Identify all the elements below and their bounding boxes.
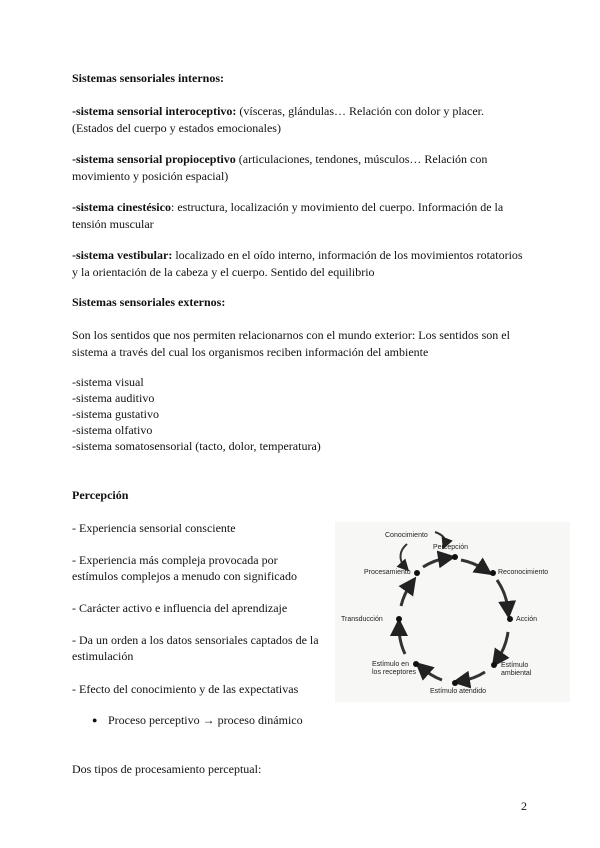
list-item: -sistema gustativo [72,407,159,421]
term: -sistema cinestésico [72,200,171,214]
text: y la orientación de la cabeza y el cuerpo. Sentido del equilibrio [72,265,375,279]
text: (vísceras, glándulas… Relación con dolor y placer. [236,104,485,118]
perception-cycle-diagram [335,522,570,702]
heading-internal: Sistemas sensoriales internos: [72,71,224,85]
perception-item: estimulación [72,649,134,663]
text: tensión muscular [72,217,154,231]
closing-text: Dos tipos de procesamiento perceptual: [72,762,262,776]
label-procesamiento: Procesamiento [364,569,411,576]
external-intro: Son los sentidos que nos permiten relacionarnos con el mundo exterior: Los sentidos son el [72,328,510,342]
heading-external: Sistemas sensoriales externos: [72,295,226,309]
external-intro: sistema a través del cual los organismos reciben información del ambiente [72,345,429,359]
text: movimiento y posición espacial) [72,169,229,183]
page-number: 2 [521,799,527,813]
label-receptores: Estímulo en los receptores [372,661,416,676]
list-item: -sistema somatosensorial (tacto, dolor, temperatura) [72,439,321,453]
perception-item: - Efecto del conocimiento y de las expectativas [72,682,299,696]
cycle-arrows [399,532,508,681]
label-ambiental: Estímulo ambiental [501,662,532,677]
label-transduccion: Transducción [341,616,383,623]
label-reconocimiento: Reconocimiento [498,569,549,576]
perception-item: - Carácter activo e influencia del aprendizaje [72,601,288,615]
heading-perception: Percepción [72,488,129,502]
term: -sistema vestibular: [72,248,173,262]
text: : estructura, localización y movimiento del cuerpo. Información de la [170,200,504,214]
perception-item: - Experiencia sensorial consciente [72,521,236,535]
label-conocimiento: Conocimiento [385,532,428,539]
perception-item: - Da un orden a los datos sensoriales captados de la [72,633,319,647]
list-item: -sistema olfativo [72,423,153,437]
list-item: -sistema auditivo [72,391,155,405]
text: localizado en el oído interno, información de los movimientos rotatorios [172,248,523,262]
text: (articulaciones, tendones, músculos… Relación con [235,152,488,166]
perception-item: estímulos complejos a menudo con significado [72,569,297,583]
bullet-icon: ● [92,715,98,725]
bullet-text: Proceso perceptivo → proceso dinámico [108,713,303,727]
term: -sistema sensorial interoceptivo: [72,104,237,118]
perception-item: - Experiencia más compleja provocada por [72,553,278,567]
text: (Estados del cuerpo y estados emocionales) [72,121,281,135]
label-atendido: Estímulo atendido [430,688,487,695]
label-accion: Acción [516,616,538,623]
term: -sistema sensorial propioceptivo [72,152,236,166]
label-percepcion: Percepción [433,544,469,551]
list-item: -sistema visual [72,375,144,389]
